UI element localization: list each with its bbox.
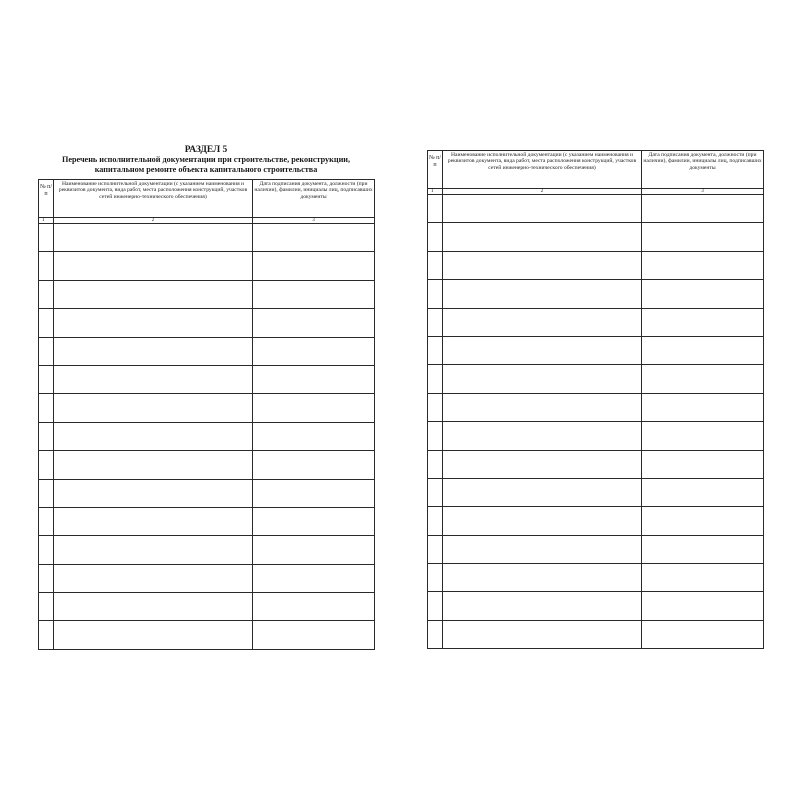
cell-signing-date[interactable]	[253, 252, 375, 280]
cell-signing-date[interactable]	[253, 564, 375, 592]
cell-signing-date[interactable]	[253, 224, 375, 252]
table-row	[39, 365, 375, 393]
cell-document-name[interactable]	[443, 251, 642, 279]
cell-document-name[interactable]	[443, 422, 642, 450]
cell-number[interactable]	[428, 535, 443, 563]
table-row	[39, 394, 375, 422]
cell-signing-date[interactable]	[642, 195, 764, 223]
header-signing-date: Дата подписания документа, должности (при наличии), фамилии, инициалы лиц, подписавших документы	[253, 180, 375, 218]
section-label: РАЗДЕЛ 5	[184, 145, 228, 155]
cell-document-name[interactable]	[54, 593, 253, 621]
table-row	[39, 309, 375, 337]
cell-document-name[interactable]	[443, 223, 642, 251]
cell-signing-date[interactable]	[642, 564, 764, 592]
table-row	[39, 621, 375, 649]
cell-document-name[interactable]	[54, 422, 253, 450]
table-row	[428, 223, 764, 251]
cell-document-name[interactable]	[443, 365, 642, 393]
cell-signing-date[interactable]	[253, 479, 375, 507]
table-row	[428, 251, 764, 279]
cell-number[interactable]	[39, 536, 54, 564]
cell-number[interactable]	[39, 224, 54, 252]
cell-signing-date[interactable]	[642, 592, 764, 620]
cell-signing-date[interactable]	[253, 309, 375, 337]
cell-signing-date[interactable]	[642, 308, 764, 336]
cell-number[interactable]	[428, 251, 443, 279]
cell-document-name[interactable]	[443, 393, 642, 421]
table-row	[428, 308, 764, 336]
documentation-table-right	[427, 150, 764, 649]
cell-signing-date[interactable]	[642, 223, 764, 251]
cell-number[interactable]	[428, 393, 443, 421]
cell-number[interactable]	[39, 365, 54, 393]
cell-document-name[interactable]	[443, 336, 642, 364]
cell-number[interactable]	[39, 422, 54, 450]
cell-signing-date[interactable]	[253, 280, 375, 308]
cell-number[interactable]	[39, 451, 54, 479]
cell-number[interactable]	[428, 592, 443, 620]
cell-signing-date[interactable]	[253, 507, 375, 535]
cell-document-name[interactable]	[54, 337, 253, 365]
right-page	[427, 150, 763, 649]
table-row	[428, 592, 764, 620]
table-row	[39, 479, 375, 507]
table-row	[39, 507, 375, 535]
table-row	[39, 451, 375, 479]
cell-number[interactable]	[39, 479, 54, 507]
cell-document-name[interactable]	[443, 564, 642, 592]
cell-number[interactable]	[428, 365, 443, 393]
cell-signing-date[interactable]	[642, 422, 764, 450]
section-heading	[38, 145, 374, 175]
cell-document-name[interactable]	[443, 195, 642, 223]
cell-signing-date[interactable]	[642, 336, 764, 364]
table-body-left	[39, 224, 375, 650]
cell-number[interactable]	[428, 280, 443, 308]
table-row	[428, 280, 764, 308]
cell-number[interactable]	[428, 336, 443, 364]
cell-signing-date[interactable]	[253, 451, 375, 479]
cell-signing-date[interactable]	[253, 621, 375, 649]
cell-number[interactable]	[428, 478, 443, 506]
cell-document-name[interactable]	[54, 394, 253, 422]
cell-document-name[interactable]	[443, 507, 642, 535]
column-number-1: 1	[39, 218, 54, 224]
table-row	[39, 252, 375, 280]
cell-document-name[interactable]	[443, 450, 642, 478]
table-row	[39, 536, 375, 564]
cell-document-name[interactable]	[54, 224, 253, 252]
cell-number[interactable]	[428, 620, 443, 648]
cell-signing-date[interactable]	[253, 394, 375, 422]
cell-document-name[interactable]	[54, 365, 253, 393]
cell-signing-date[interactable]	[253, 422, 375, 450]
column-number-3: 3	[642, 189, 764, 195]
cell-number[interactable]	[428, 195, 443, 223]
cell-signing-date[interactable]	[642, 280, 764, 308]
table-row	[428, 564, 764, 592]
cell-number[interactable]	[428, 422, 443, 450]
table-row	[428, 620, 764, 648]
table-row	[39, 224, 375, 252]
cell-document-name[interactable]	[54, 564, 253, 592]
cell-number[interactable]	[39, 280, 54, 308]
column-number-2: 2	[54, 218, 253, 224]
header-signing-date: Дата подписания документа, должности (при наличии), фамилии, инициалы лиц, подписавших документы	[642, 151, 764, 189]
cell-number[interactable]	[39, 309, 54, 337]
cell-number[interactable]	[428, 223, 443, 251]
cell-signing-date[interactable]	[642, 478, 764, 506]
cell-document-name[interactable]	[443, 308, 642, 336]
cell-number[interactable]	[39, 252, 54, 280]
cell-document-name[interactable]	[443, 535, 642, 563]
table-row	[39, 564, 375, 592]
cell-signing-date[interactable]	[253, 593, 375, 621]
cell-number[interactable]	[39, 564, 54, 592]
cell-signing-date[interactable]	[642, 450, 764, 478]
cell-document-name[interactable]	[54, 451, 253, 479]
table-row	[428, 422, 764, 450]
table-row	[428, 195, 764, 223]
table-row	[428, 507, 764, 535]
cell-signing-date[interactable]	[253, 337, 375, 365]
table-row	[428, 478, 764, 506]
cell-number[interactable]	[428, 564, 443, 592]
cell-document-name[interactable]	[54, 621, 253, 649]
table-row	[428, 336, 764, 364]
header-number: № п/п	[428, 151, 443, 189]
cell-document-name[interactable]	[443, 592, 642, 620]
table-row	[39, 280, 375, 308]
cell-signing-date[interactable]	[253, 536, 375, 564]
table-row	[39, 337, 375, 365]
cell-number[interactable]	[39, 394, 54, 422]
cell-document-name[interactable]	[54, 309, 253, 337]
table-row	[39, 593, 375, 621]
cell-number[interactable]	[428, 507, 443, 535]
cell-signing-date[interactable]	[253, 365, 375, 393]
cell-document-name[interactable]	[54, 252, 253, 280]
header-document-name: Наименование исполнительной документации (с указанием наименования и реквизитов документа, вида работ, места расположения конструкций, участков сетей инженерно-технического обеспечения)	[54, 180, 253, 218]
cell-document-name[interactable]	[443, 478, 642, 506]
cell-signing-date[interactable]	[642, 251, 764, 279]
cell-number[interactable]	[39, 593, 54, 621]
cell-document-name[interactable]	[54, 479, 253, 507]
cell-signing-date[interactable]	[642, 365, 764, 393]
cell-number[interactable]	[428, 308, 443, 336]
cell-document-name[interactable]	[443, 620, 642, 648]
cell-document-name[interactable]	[54, 280, 253, 308]
cell-signing-date[interactable]	[642, 507, 764, 535]
column-number-3: 3	[253, 218, 375, 224]
documentation-table-left	[38, 179, 375, 650]
left-page	[38, 145, 374, 650]
table-row	[428, 365, 764, 393]
cell-document-name[interactable]	[54, 536, 253, 564]
column-number-1: 1	[428, 189, 443, 195]
table-row	[428, 393, 764, 421]
section-title: Перечень исполнительной документации при строительстве, реконструкции, капитальном ремонте объекта капитального строительства	[61, 155, 351, 174]
header-number: № п/п	[39, 180, 54, 218]
table-row	[39, 422, 375, 450]
cell-number[interactable]	[39, 621, 54, 649]
cell-number[interactable]	[428, 450, 443, 478]
cell-number[interactable]	[39, 337, 54, 365]
column-number-2: 2	[443, 189, 642, 195]
cell-signing-date[interactable]	[642, 620, 764, 648]
table-row	[428, 535, 764, 563]
header-document-name: Наименование исполнительной документации (с указанием наименования и реквизитов документа, вида работ, места расположения конструкций, участков сетей инженерно-технического обеспечения)	[443, 151, 642, 189]
cell-signing-date[interactable]	[642, 535, 764, 563]
cell-document-name[interactable]	[443, 280, 642, 308]
cell-signing-date[interactable]	[642, 393, 764, 421]
cell-document-name[interactable]	[54, 507, 253, 535]
table-body-right	[428, 195, 764, 649]
table-row	[428, 450, 764, 478]
cell-number[interactable]	[39, 507, 54, 535]
